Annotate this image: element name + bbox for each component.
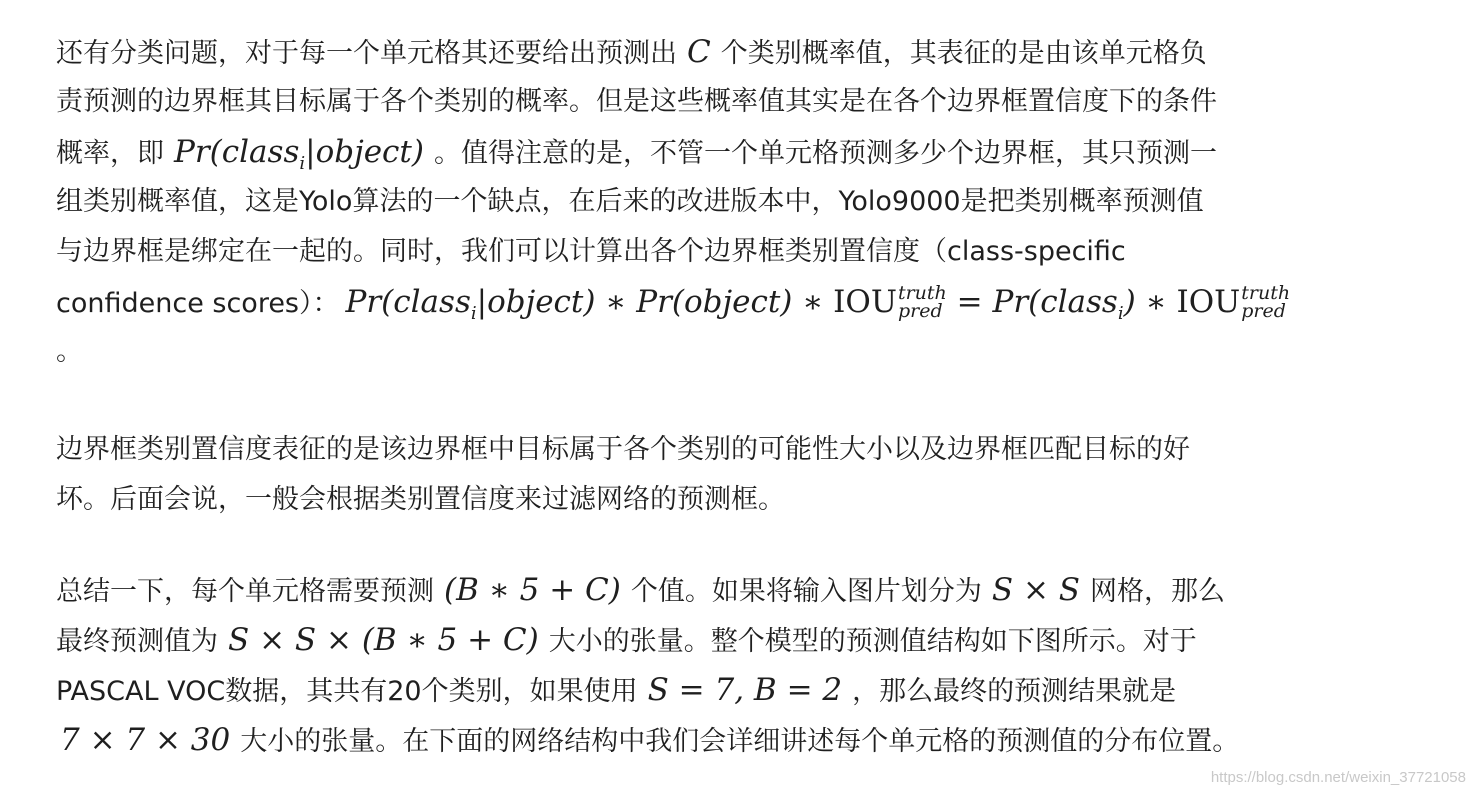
math-subscript: pred: [1241, 299, 1286, 322]
text-line: 边界框类别置信度表征的是该边界框中目标属于各个类别的可能性大小以及边界框匹配目标的好: [56, 434, 1190, 465]
paragraph-summary: [56, 565, 1446, 765]
math-inline: C: [687, 34, 711, 70]
text-segment: 个值。如果将输入图片划分为: [630, 576, 982, 607]
math-part: ) ∗: [1123, 284, 1177, 320]
text-segment: 。值得注意的是，不管一个单元格预测多少个边界框，其只预测一: [433, 138, 1217, 169]
text-line: [56, 127, 1446, 177]
math-equation: [345, 281, 1291, 325]
math-iou: IOU: [1176, 284, 1241, 320]
watermark: https://blog.csdn.net/weixin_37721058: [1210, 769, 1466, 786]
text-segment: 还有分类问题，对于每一个单元格其还要给出预测出: [56, 38, 677, 69]
math-supsub: [897, 281, 947, 322]
article-body: [56, 27, 1446, 765]
math-part: = Pr(class: [946, 284, 1118, 320]
text-line: 责预测的边界框其目标属于各个类别的概率。但是这些概率值其实是在各个边界框置信度下的条件: [56, 86, 1217, 117]
text-segment: 概率，即: [56, 138, 164, 169]
text-segment: 最终预测值为: [56, 626, 218, 657]
text-line: 坏。后面会说，一般会根据类别置信度来过滤网络的预测框。: [56, 484, 785, 515]
math-inline: 7 × 7 × 30: [60, 722, 231, 758]
text-line: [56, 715, 1446, 765]
math-part: Pr(class: [174, 134, 300, 170]
math-part: Pr(class: [345, 284, 471, 320]
math-supsub: [1241, 281, 1291, 322]
math-inline: S = 7, B = 2: [647, 672, 843, 708]
paragraph-class-probabilities: [56, 27, 1446, 385]
text-segment: ，那么最终的预测结果就是: [852, 676, 1177, 707]
text-line: 组类别概率值，这是Yolo算法的一个缺点，在后来的改进版本中，Yolo9000是把类别概率预测值: [56, 186, 1204, 217]
math-superscript: truth: [897, 281, 947, 304]
math-inline: S × S × (B ∗ 5 + C): [228, 622, 539, 658]
text-line: [56, 27, 1446, 77]
text-line: [56, 565, 1446, 615]
math-part: |object) ∗ Pr(object) ∗: [476, 284, 834, 320]
math-subscript: i: [470, 303, 477, 325]
text-segment: 网格，那么: [1090, 576, 1226, 607]
math-superscript: truth: [1241, 281, 1291, 304]
math-iou: IOU: [833, 284, 897, 320]
math-subscript: i: [1117, 303, 1124, 325]
text-segment: 总结一下，每个单元格需要预测: [56, 576, 434, 607]
math-subscript: i: [299, 153, 306, 175]
text-line: 与边界框是绑定在一起的。同时，我们可以计算出各个边界框类别置信度（class-specific: [56, 236, 1126, 267]
text-line: 。: [56, 336, 83, 367]
paragraph-class-confidence: [56, 425, 1446, 525]
math-inline: (B ∗ 5 + C): [444, 572, 621, 608]
text-segment: 大小的张量。在下面的网络结构中我们会详细讲述每个单元格的预测值的分布位置。: [240, 726, 1240, 757]
text-line: [56, 615, 1446, 665]
text-line: [56, 665, 1446, 715]
text-segment: 大小的张量。整个模型的预测值结构如下图所示。对于: [548, 626, 1197, 657]
text-segment: 个类别概率值，其表征的是由该单元格负: [720, 38, 1207, 69]
text-line: [56, 277, 1446, 327]
text-segment: confidence scores）：: [56, 288, 340, 319]
text-segment: PASCAL VOC数据，其共有20个类别，如果使用: [56, 676, 638, 707]
math-subscript: pred: [897, 299, 943, 322]
math-inline: S × S: [991, 572, 1081, 608]
math-part: |object): [305, 134, 424, 170]
math-inline: [174, 134, 424, 175]
